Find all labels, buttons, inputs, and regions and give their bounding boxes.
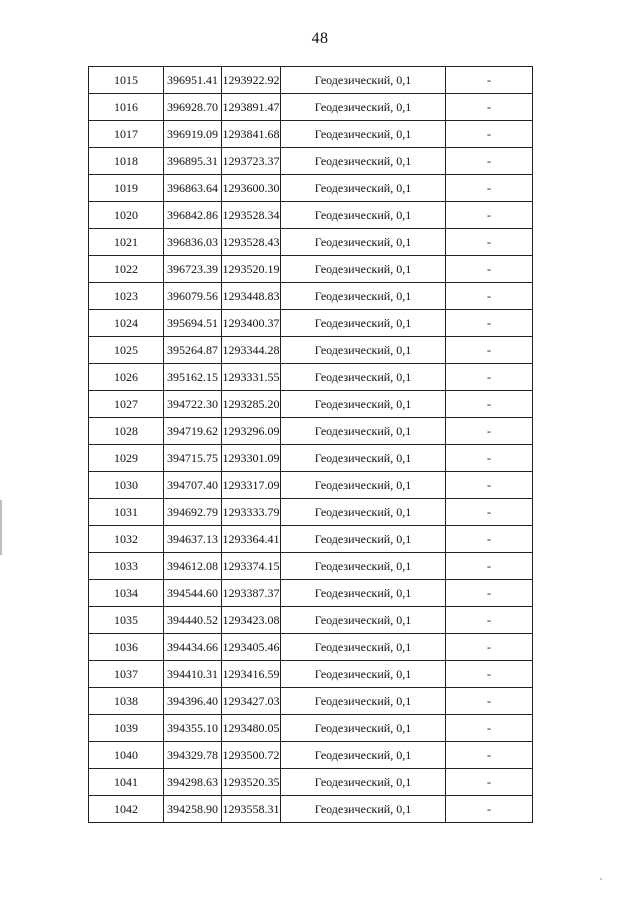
method-cell: Геодезический, 0,1 [281, 634, 446, 661]
table-row [89, 364, 533, 391]
x-coordinate-cell: 396928.70 [164, 94, 222, 121]
y-coordinate-cell: 1293405.46 [222, 634, 281, 661]
table-row [89, 94, 533, 121]
y-coordinate-cell: 1293891.47 [222, 94, 281, 121]
y-coordinate-cell: 1293400.37 [222, 310, 281, 337]
method-cell: Геодезический, 0,1 [281, 499, 446, 526]
y-coordinate-cell: 1293528.43 [222, 229, 281, 256]
x-coordinate-cell: 394329.78 [164, 742, 222, 769]
y-coordinate-cell: 1293374.15 [222, 553, 281, 580]
y-coordinate-cell: 1293301.09 [222, 445, 281, 472]
note-cell: - [446, 580, 533, 607]
y-coordinate-cell: 1293317.09 [222, 472, 281, 499]
y-coordinate-cell: 1293427.03 [222, 688, 281, 715]
x-coordinate-cell: 394355.10 [164, 715, 222, 742]
x-coordinate-cell: 396895.31 [164, 148, 222, 175]
note-cell: - [446, 445, 533, 472]
method-cell: Геодезический, 0,1 [281, 337, 446, 364]
point-number-cell: 1018 [89, 148, 164, 175]
y-coordinate-cell: 1293296.09 [222, 418, 281, 445]
x-coordinate-cell: 394722.30 [164, 391, 222, 418]
y-coordinate-cell: 1293448.83 [222, 283, 281, 310]
note-cell: - [446, 229, 533, 256]
table-row [89, 526, 533, 553]
note-cell: - [446, 607, 533, 634]
point-number-cell: 1030 [89, 472, 164, 499]
point-number-cell: 1016 [89, 94, 164, 121]
y-coordinate-cell: 1293520.19 [222, 256, 281, 283]
x-coordinate-cell: 395162.15 [164, 364, 222, 391]
x-coordinate-cell: 394440.52 [164, 607, 222, 634]
note-cell: - [446, 256, 533, 283]
y-coordinate-cell: 1293922.92 [222, 67, 281, 94]
point-number-cell: 1031 [89, 499, 164, 526]
y-coordinate-cell: 1293841.68 [222, 121, 281, 148]
method-cell: Геодезический, 0,1 [281, 67, 446, 94]
method-cell: Геодезический, 0,1 [281, 418, 446, 445]
table-row [89, 769, 533, 796]
note-cell: - [446, 418, 533, 445]
table-row [89, 688, 533, 715]
method-cell: Геодезический, 0,1 [281, 742, 446, 769]
point-number-cell: 1039 [89, 715, 164, 742]
y-coordinate-cell: 1293364.41 [222, 526, 281, 553]
note-cell: - [446, 526, 533, 553]
method-cell: Геодезический, 0,1 [281, 445, 446, 472]
table-row [89, 742, 533, 769]
x-coordinate-cell: 395264.87 [164, 337, 222, 364]
point-number-cell: 1027 [89, 391, 164, 418]
method-cell: Геодезический, 0,1 [281, 688, 446, 715]
point-number-cell: 1035 [89, 607, 164, 634]
x-coordinate-cell: 396842.86 [164, 202, 222, 229]
point-number-cell: 1034 [89, 580, 164, 607]
y-coordinate-cell: 1293480.05 [222, 715, 281, 742]
method-cell: Геодезический, 0,1 [281, 391, 446, 418]
method-cell: Геодезический, 0,1 [281, 472, 446, 499]
note-cell: - [446, 67, 533, 94]
x-coordinate-cell: 394434.66 [164, 634, 222, 661]
method-cell: Геодезический, 0,1 [281, 94, 446, 121]
point-number-cell: 1028 [89, 418, 164, 445]
y-coordinate-cell: 1293416.59 [222, 661, 281, 688]
point-number-cell: 1019 [89, 175, 164, 202]
note-cell: - [446, 175, 533, 202]
point-number-cell: 1041 [89, 769, 164, 796]
note-cell: - [446, 283, 533, 310]
method-cell: Геодезический, 0,1 [281, 175, 446, 202]
point-number-cell: 1024 [89, 310, 164, 337]
method-cell: Геодезический, 0,1 [281, 364, 446, 391]
point-number-cell: 1021 [89, 229, 164, 256]
note-cell: - [446, 148, 533, 175]
note-cell: - [446, 634, 533, 661]
coordinates-table [88, 66, 533, 823]
x-coordinate-cell: 394410.31 [164, 661, 222, 688]
table-row [89, 445, 533, 472]
method-cell: Геодезический, 0,1 [281, 553, 446, 580]
method-cell: Геодезический, 0,1 [281, 715, 446, 742]
table-row [89, 661, 533, 688]
table-row [89, 553, 533, 580]
table-row [89, 67, 533, 94]
table-row [89, 283, 533, 310]
coordinates-table-body [89, 67, 533, 823]
x-coordinate-cell: 394396.40 [164, 688, 222, 715]
point-number-cell: 1042 [89, 796, 164, 823]
method-cell: Геодезический, 0,1 [281, 283, 446, 310]
note-cell: - [446, 688, 533, 715]
scan-edge-mark [0, 500, 2, 555]
method-cell: Геодезический, 0,1 [281, 229, 446, 256]
method-cell: Геодезический, 0,1 [281, 769, 446, 796]
note-cell: - [446, 796, 533, 823]
x-coordinate-cell: 394298.63 [164, 769, 222, 796]
method-cell: Геодезический, 0,1 [281, 661, 446, 688]
x-coordinate-cell: 394692.79 [164, 499, 222, 526]
method-cell: Геодезический, 0,1 [281, 310, 446, 337]
point-number-cell: 1017 [89, 121, 164, 148]
note-cell: - [446, 310, 533, 337]
y-coordinate-cell: 1293600.30 [222, 175, 281, 202]
y-coordinate-cell: 1293333.79 [222, 499, 281, 526]
y-coordinate-cell: 1293500.72 [222, 742, 281, 769]
table-row [89, 580, 533, 607]
page-number: 48 [311, 30, 329, 47]
point-number-cell: 1026 [89, 364, 164, 391]
table-row [89, 148, 533, 175]
table-row [89, 202, 533, 229]
table-row [89, 121, 533, 148]
y-coordinate-cell: 1293558.31 [222, 796, 281, 823]
point-number-cell: 1015 [89, 67, 164, 94]
table-row [89, 634, 533, 661]
note-cell: - [446, 769, 533, 796]
table-row [89, 310, 533, 337]
x-coordinate-cell: 394544.60 [164, 580, 222, 607]
table-row [89, 472, 533, 499]
x-coordinate-cell: 394715.75 [164, 445, 222, 472]
y-coordinate-cell: 1293520.35 [222, 769, 281, 796]
point-number-cell: 1023 [89, 283, 164, 310]
y-coordinate-cell: 1293387.37 [222, 580, 281, 607]
table-row [89, 607, 533, 634]
note-cell: - [446, 742, 533, 769]
note-cell: - [446, 715, 533, 742]
note-cell: - [446, 364, 533, 391]
method-cell: Геодезический, 0,1 [281, 148, 446, 175]
method-cell: Геодезический, 0,1 [281, 796, 446, 823]
point-number-cell: 1038 [89, 688, 164, 715]
method-cell: Геодезический, 0,1 [281, 526, 446, 553]
x-coordinate-cell: 394258.90 [164, 796, 222, 823]
note-cell: - [446, 553, 533, 580]
x-coordinate-cell: 396723.39 [164, 256, 222, 283]
note-cell: - [446, 337, 533, 364]
table-row [89, 229, 533, 256]
y-coordinate-cell: 1293285.20 [222, 391, 281, 418]
point-number-cell: 1025 [89, 337, 164, 364]
method-cell: Геодезический, 0,1 [281, 121, 446, 148]
note-cell: - [446, 499, 533, 526]
y-coordinate-cell: 1293423.08 [222, 607, 281, 634]
x-coordinate-cell: 394612.08 [164, 553, 222, 580]
point-number-cell: 1029 [89, 445, 164, 472]
note-cell: - [446, 202, 533, 229]
x-coordinate-cell: 396836.03 [164, 229, 222, 256]
x-coordinate-cell: 396863.64 [164, 175, 222, 202]
y-coordinate-cell: 1293528.34 [222, 202, 281, 229]
x-coordinate-cell: 396951.41 [164, 67, 222, 94]
y-coordinate-cell: 1293723.37 [222, 148, 281, 175]
note-cell: - [446, 94, 533, 121]
x-coordinate-cell: 396919.09 [164, 121, 222, 148]
x-coordinate-cell: 394637.13 [164, 526, 222, 553]
note-cell: - [446, 121, 533, 148]
note-cell: - [446, 391, 533, 418]
table-row [89, 175, 533, 202]
table-row [89, 337, 533, 364]
note-cell: - [446, 472, 533, 499]
point-number-cell: 1033 [89, 553, 164, 580]
method-cell: Геодезический, 0,1 [281, 256, 446, 283]
scan-speck [600, 878, 602, 880]
point-number-cell: 1032 [89, 526, 164, 553]
table-row [89, 499, 533, 526]
y-coordinate-cell: 1293331.55 [222, 364, 281, 391]
x-coordinate-cell: 394719.62 [164, 418, 222, 445]
point-number-cell: 1040 [89, 742, 164, 769]
point-number-cell: 1037 [89, 661, 164, 688]
point-number-cell: 1022 [89, 256, 164, 283]
method-cell: Геодезический, 0,1 [281, 580, 446, 607]
method-cell: Геодезический, 0,1 [281, 607, 446, 634]
point-number-cell: 1020 [89, 202, 164, 229]
table-row [89, 715, 533, 742]
x-coordinate-cell: 395694.51 [164, 310, 222, 337]
note-cell: - [446, 661, 533, 688]
x-coordinate-cell: 394707.40 [164, 472, 222, 499]
x-coordinate-cell: 396079.56 [164, 283, 222, 310]
table-row [89, 256, 533, 283]
table-row [89, 391, 533, 418]
table-row [89, 418, 533, 445]
point-number-cell: 1036 [89, 634, 164, 661]
table-row [89, 796, 533, 823]
y-coordinate-cell: 1293344.28 [222, 337, 281, 364]
method-cell: Геодезический, 0,1 [281, 202, 446, 229]
